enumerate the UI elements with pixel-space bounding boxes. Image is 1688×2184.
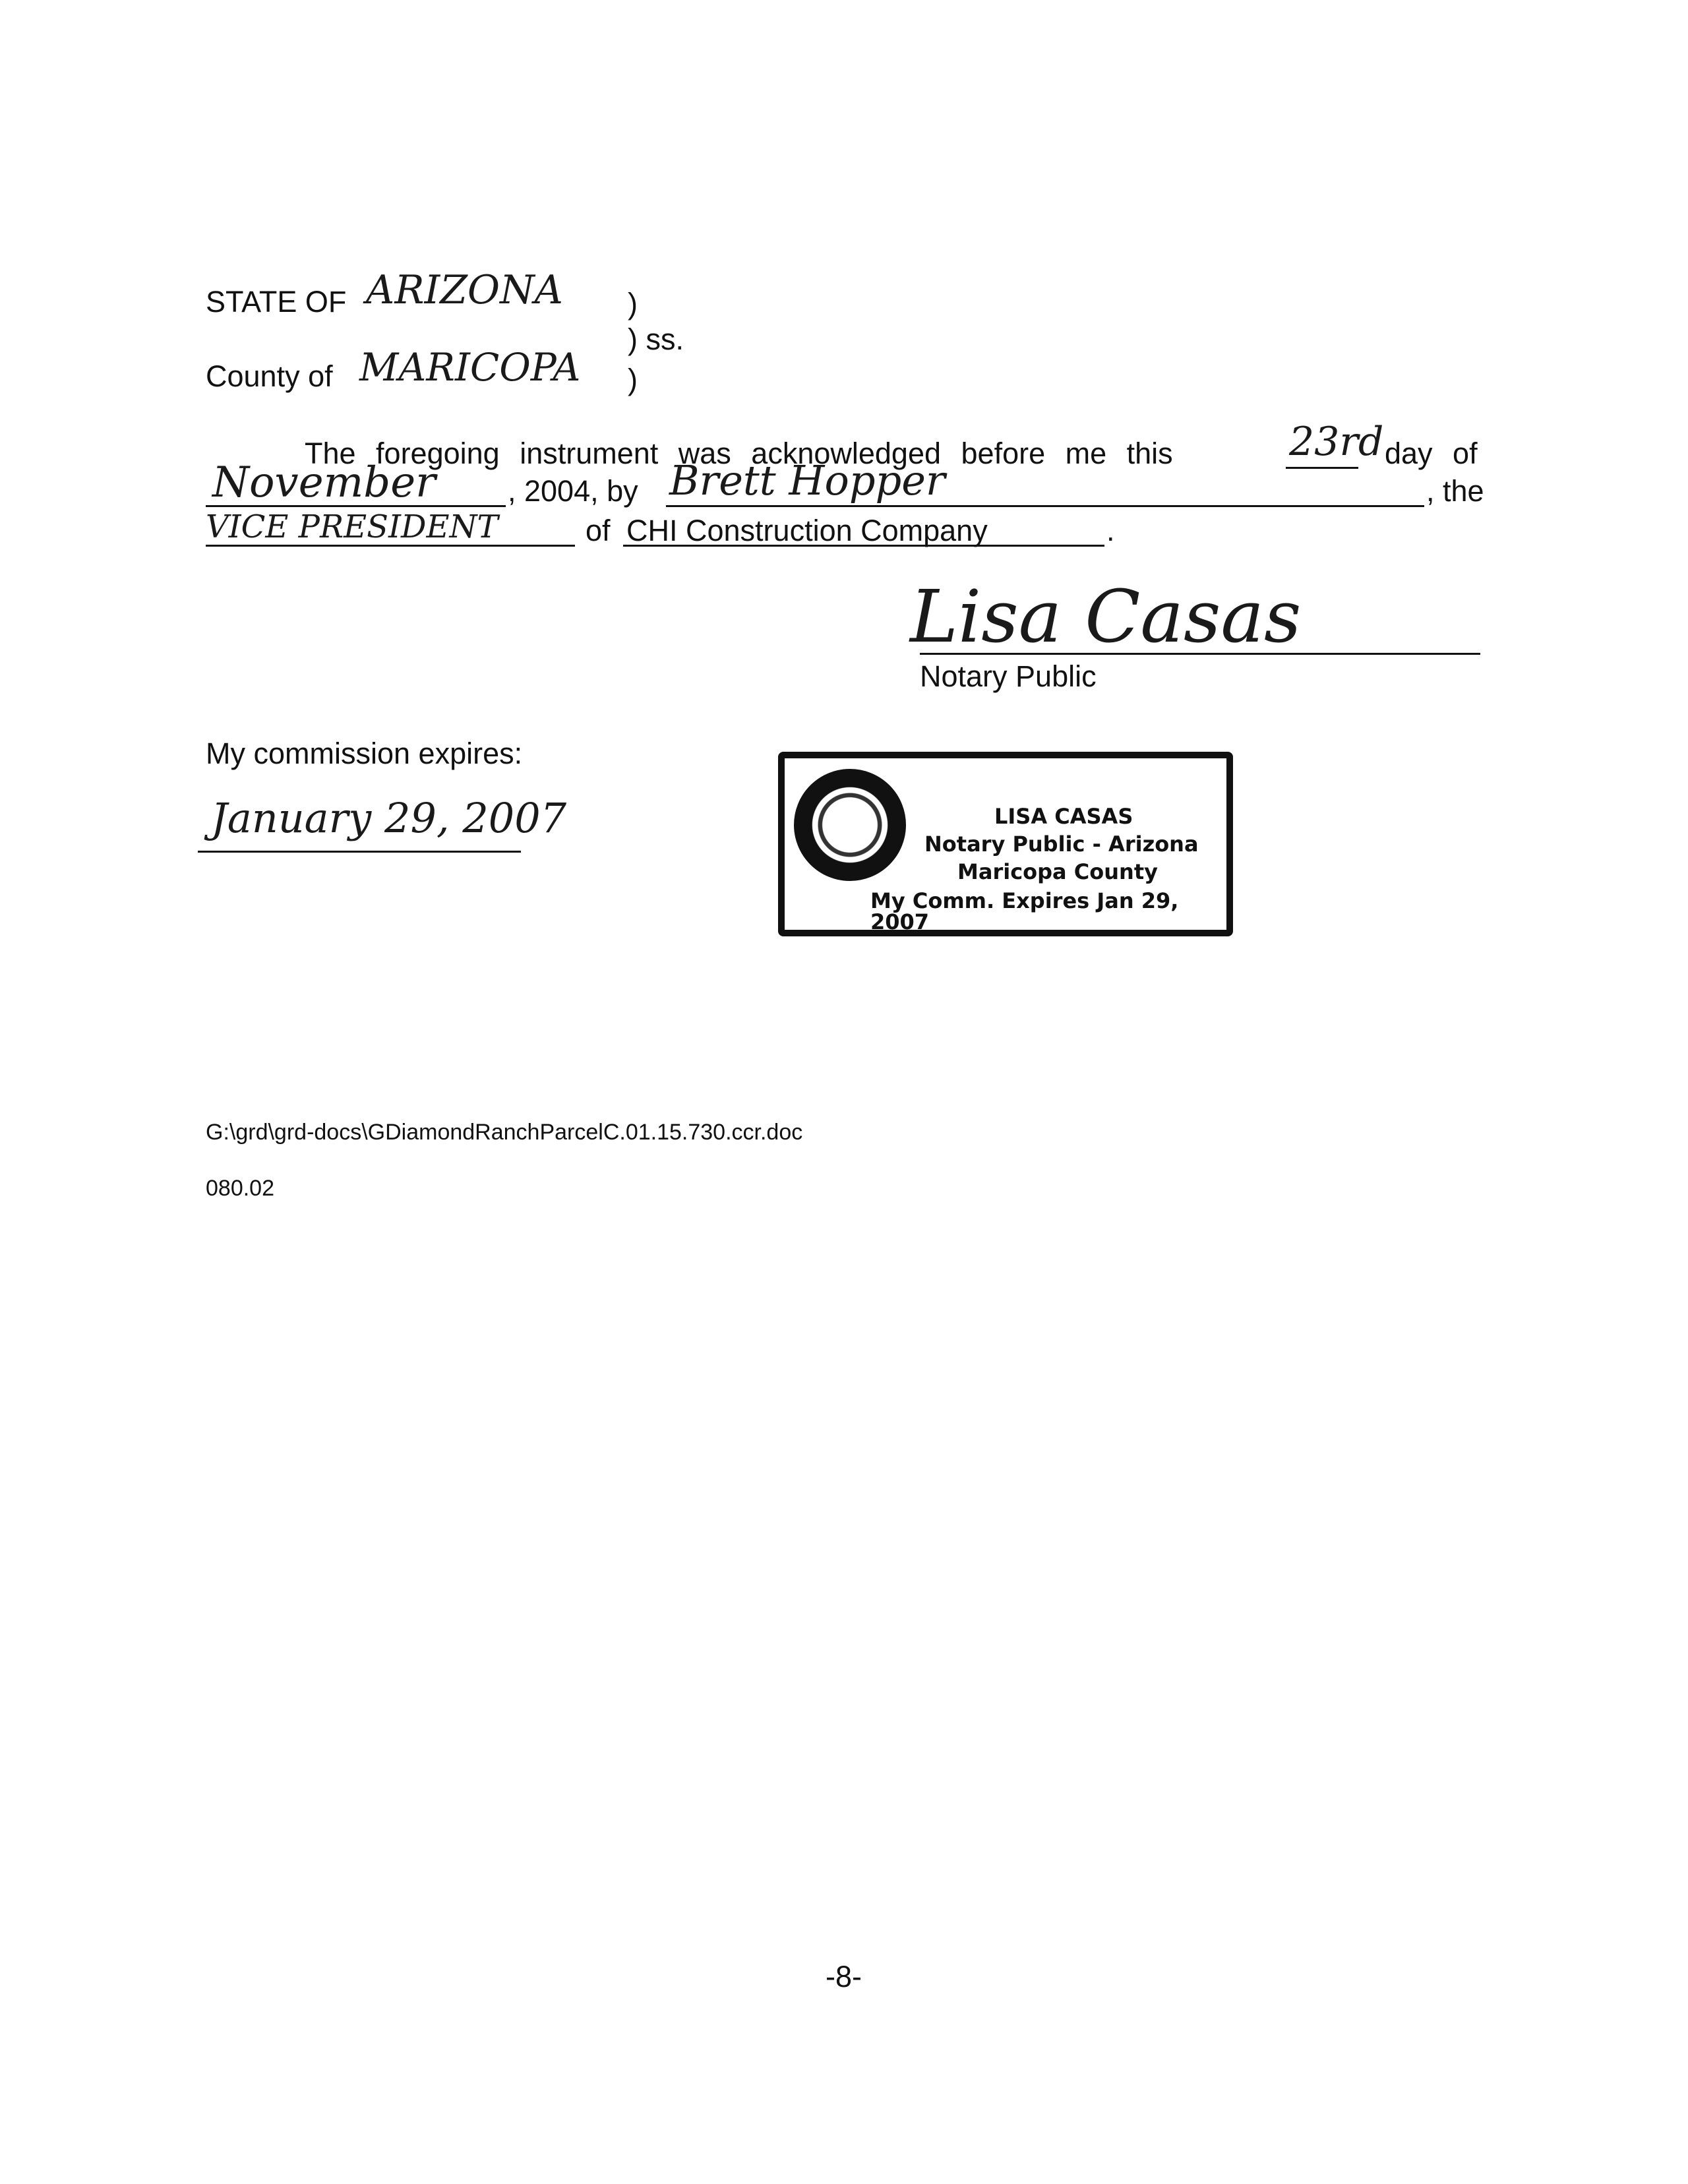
file-path: G:\grd\grd-docs\GDiamondRanchParcelC.01.15.730.ccr.doc xyxy=(206,1120,803,1145)
person-handwritten: Brett Hopper xyxy=(669,456,946,504)
doc-number: 080.02 xyxy=(206,1176,274,1201)
period-text: . xyxy=(1106,514,1115,547)
stamp-county: Maricopa County xyxy=(957,859,1158,884)
page-number: -8- xyxy=(826,1960,862,1993)
bracket-ss: ) ss. xyxy=(628,322,684,356)
commission-label: My commission expires: xyxy=(206,737,523,770)
title-handwritten: VICE PRESIDENT xyxy=(206,508,498,545)
state-label: STATE OF xyxy=(206,285,347,318)
company-underline xyxy=(623,545,1104,547)
day-underline xyxy=(1286,467,1358,469)
notary-public-caption: Notary Public xyxy=(920,659,1097,693)
person-underline xyxy=(666,505,1424,507)
company-name: CHI Construction Company xyxy=(626,514,988,547)
bracket-bottom: ) xyxy=(628,363,638,396)
stamp-expiration: My Comm. Expires Jan 29, 2007 xyxy=(870,888,1179,934)
commission-date-underline xyxy=(198,851,521,853)
county-handwritten: MARICOPA xyxy=(359,345,581,390)
ack-line1: The foregoing instrument was acknowledged before me this xyxy=(305,437,1173,470)
of-text: of xyxy=(586,514,611,547)
year-by-text: , 2004, by xyxy=(508,474,638,508)
month-handwritten: November xyxy=(212,458,436,507)
month-underline xyxy=(206,505,506,507)
arizona-state-seal-icon xyxy=(794,769,906,881)
day-handwritten: 23rd xyxy=(1289,419,1384,465)
stamp-name: LISA CASAS xyxy=(994,804,1133,829)
county-label: County of xyxy=(206,359,333,393)
day-of-text: day of xyxy=(1385,437,1478,470)
commission-date-handwritten: January 29, 2007 xyxy=(211,794,567,842)
stamp-title: Notary Public - Arizona xyxy=(924,832,1199,857)
the-text: , the xyxy=(1426,474,1484,508)
title-underline xyxy=(206,545,575,547)
signature-line xyxy=(920,653,1480,655)
bracket-top: ) xyxy=(628,287,638,320)
notary-stamp xyxy=(778,752,1233,936)
state-handwritten: ARIZONA xyxy=(366,267,563,313)
notary-signature: Lisa Casas xyxy=(910,574,1302,659)
